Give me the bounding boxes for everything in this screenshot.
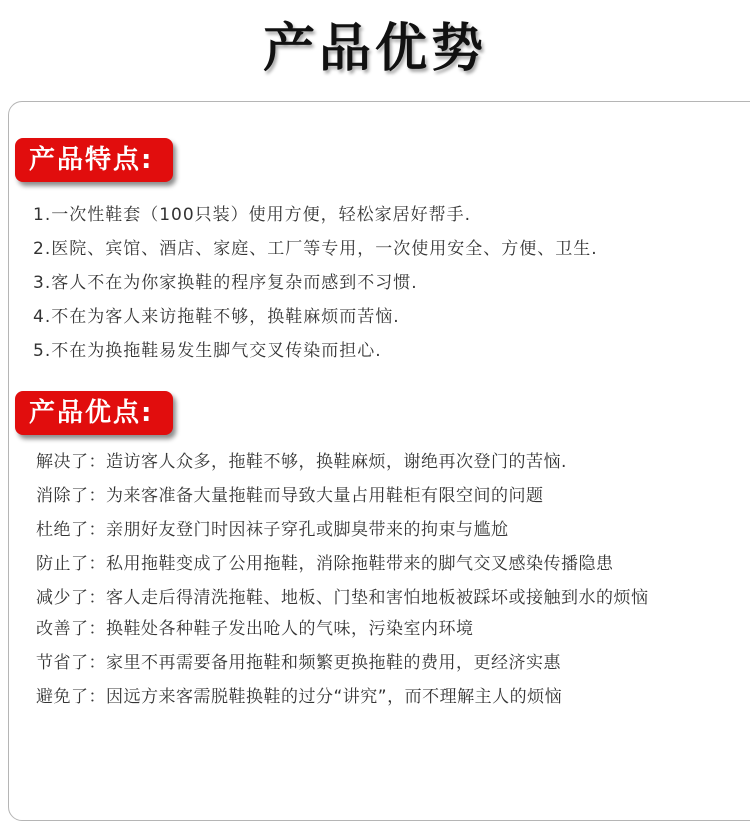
feature-item: 5.不在为换拖鞋易发生脚气交叉传染而担心. — [33, 341, 382, 361]
advantages-heading-badge: 产品优点: — [15, 391, 173, 435]
page-title: 产品优势 — [262, 19, 487, 79]
feature-item: 1.一次性鞋套（100只装）使用方便，轻松家居好帮手. — [33, 205, 472, 225]
feature-item: 4.不在为客人来访拖鞋不够，换鞋麻烦而苦恼. — [33, 307, 400, 327]
advantage-item: 解决了：造访客人众多，拖鞋不够，换鞋麻烦，谢绝再次登门的苦恼. — [36, 452, 567, 472]
feature-item: 3.客人不在为你家换鞋的程序复杂而感到不习惯. — [33, 273, 418, 293]
advantage-item: 减少了：客人走后得清洗拖鞋、地板、门垫和害怕地板被踩坏或接触到水的烦恼 — [36, 588, 649, 608]
advantage-item: 消除了：为来客准备大量拖鞋而导致大量占用鞋柜有限空间的问题 — [36, 486, 544, 506]
advantage-item: 杜绝了：亲朋好友登门时因袜子穿孔或脚臭带来的拘束与尴尬 — [36, 520, 509, 540]
features-list — [33, 198, 733, 368]
advantage-item: 节省了：家里不再需要备用拖鞋和频繁更换拖鞋的费用，更经济实惠 — [36, 653, 561, 673]
advantage-item: 避免了：因远方来客需脱鞋换鞋的过分“讲究”，而不理解主人的烦恼 — [36, 687, 563, 707]
features-heading-badge: 产品特点: — [15, 138, 173, 182]
advantages-list — [36, 451, 736, 720]
feature-item: 2.医院、宾馆、酒店、家庭、工厂等专用，一次使用安全、方便、卫生. — [33, 239, 598, 259]
advantage-item: 改善了：换鞋处各种鞋子发出呛人的气味，污染室内环境 — [36, 619, 474, 639]
advantage-item: 防止了：私用拖鞋变成了公用拖鞋，消除拖鞋带来的脚气交叉感染传播隐患 — [36, 554, 614, 574]
